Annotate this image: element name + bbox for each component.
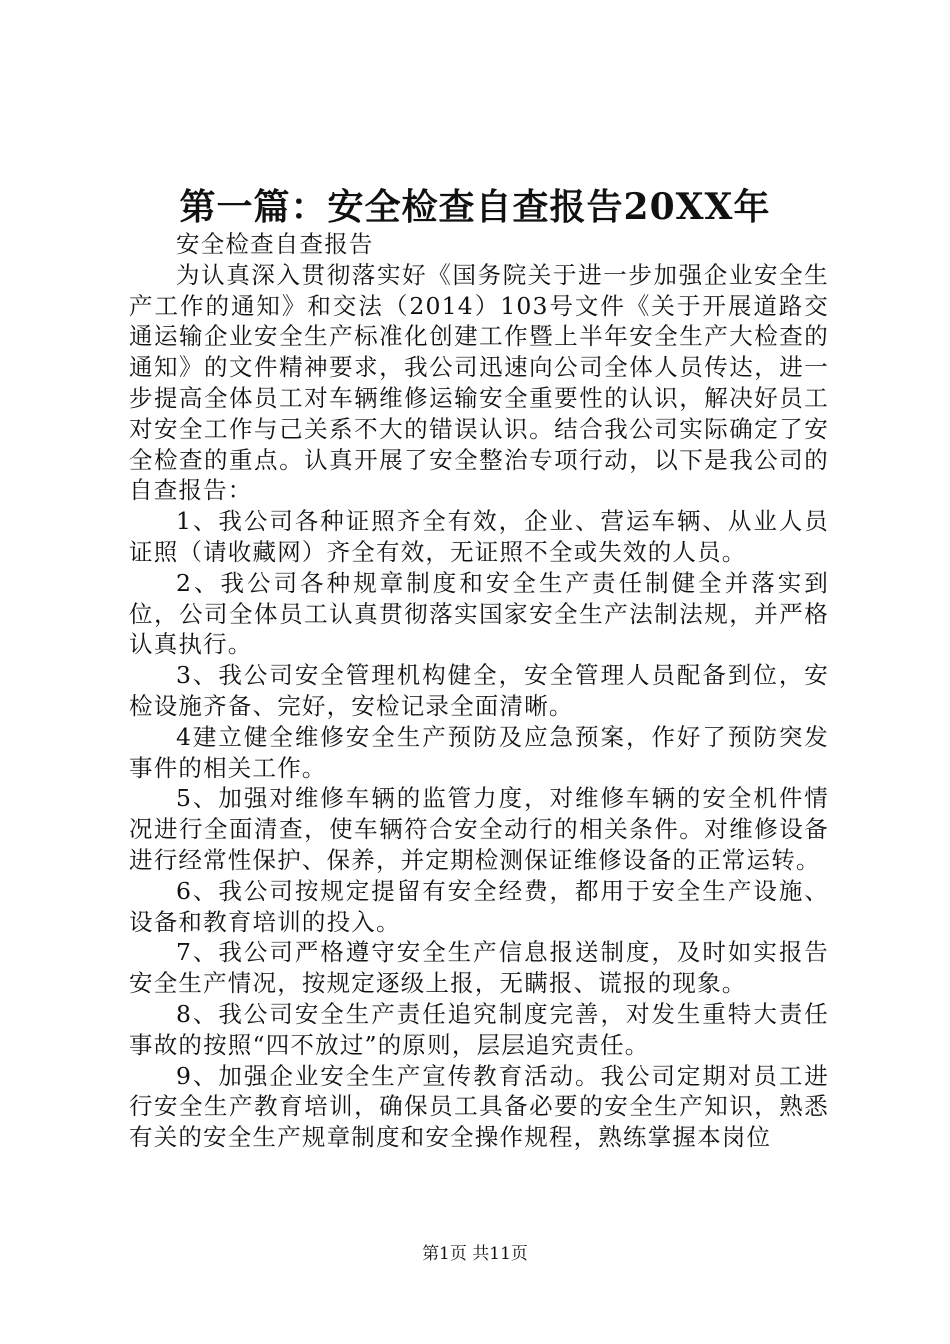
document-subtitle: 安全检查自查报告	[176, 230, 374, 258]
document-body	[129, 229, 829, 1153]
paragraph-item-5: 5、加强对维修车辆的监管力度，对维修车辆的安全机件情况进行全面清查，使车辆符合安全动行的相关条件。对维修设备进行经常性保护、保养，并定期检测保证维修设备的正常运转。	[129, 784, 829, 874]
paragraph-item-4: 4建立健全维修安全生产预防及应急预案，作好了预防突发事件的相关工作。	[129, 722, 829, 782]
document-title: 第一篇：安全检查自查报告20XX年	[179, 186, 771, 228]
paragraph-intro: 为认真深入贯彻落实好《国务院关于进一步加强企业安全生产工作的通知》和交法（2014）103号文件《关于开展道路交通运输企业安全生产标准化创建工作暨上半年安全生产大检查的通知》的文件精神要求，我公司迅速向公司全体人员传达，进一步提高全体员工对车辆维修运输安全重要性的认识，解决好员工对安全工作与己关系不大的错误认识。结合我公司实际确定了安全检查的重点。认真开展了安全整治专项行动，以下是我公司的自查报告：	[129, 260, 829, 505]
page-footer: 第1页 共11页	[422, 1244, 528, 1264]
paragraph-item-7: 7、我公司严格遵守安全生产信息报送制度，及时如实报告安全生产情况，按规定逐级上报，无瞒报、谎报的现象。	[129, 938, 829, 998]
paragraph-item-2: 2、我公司各种规章制度和安全生产责任制健全并落实到位，公司全体员工认真贯彻落实国家安全生产法制法规，并严格认真执行。	[129, 568, 829, 659]
paragraph-item-3: 3、我公司安全管理机构健全，安全管理人员配备到位，安检设施齐备、完好，安检记录全面清晰。	[129, 661, 829, 720]
paragraph-item-6: 6、我公司按规定提留有安全经费，都用于安全生产设施、设备和教育培训的投入。	[129, 876, 829, 936]
paragraph-item-9: 9、加强企业安全生产宣传教育活动。我公司定期对员工进行安全生产教育培训，确保员工具备必要的安全生产知识，熟悉有关的安全生产规章制度和安全操作规程，熟练掌握本岗位	[129, 1061, 829, 1152]
paragraph-item-8: 8、我公司安全生产责任追究制度完善，对发生重特大责任事故的按照“四不放过”的原则，层层追究责任。	[129, 999, 829, 1059]
paragraph-item-1: 1、我公司各种证照齐全有效，企业、营运车辆、从业人员证照（请收藏网）齐全有效，无证照不全或失效的人员。	[129, 507, 829, 566]
